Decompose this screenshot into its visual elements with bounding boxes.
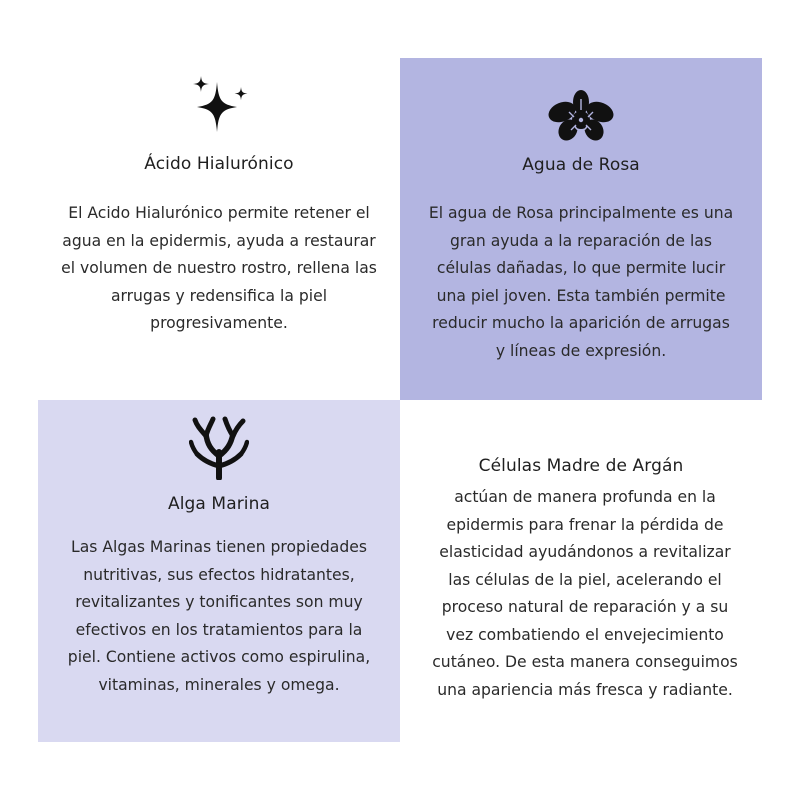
description-line: una piel joven. Esta también permite [436,286,726,305]
description-line: Las Algas Marinas tienen propiedades [71,538,367,556]
sparkles-icon [187,74,251,142]
description-line: elasticidad ayudándonos a revitalizar [439,543,731,561]
card-description [400,484,770,704]
description-line: vitaminas, minerales y omega. [98,675,340,694]
description-line: revitalizantes y tonificantes son muy [75,593,363,611]
description-line: arrugas y redensifica la piel [110,286,328,305]
description-line: nutritivas, sus efectos hidratantes, [83,565,355,584]
description-line: efectivos en los tratamientos para la [75,620,363,639]
description-line: gran ayuda a la reparación de las [450,231,712,250]
description-line: piel. Contiene activos como espirulina, [67,648,371,666]
description-line: actúan de manera profunda en la [454,488,716,506]
card-agua-de-rosa [400,58,762,400]
card-celulas-madre-argan [400,400,762,742]
card-title: Agua de Rosa [522,155,640,175]
description-line: el volumen de nuestro rostro, rellena las [61,259,377,277]
description-line: cutáneo. De esta manera conseguimos [432,653,738,671]
description-line: epidermis para frenar la pérdida de [446,515,724,534]
description-line: proceso natural de reparación y a su [441,598,729,616]
card-acido-hialuronico [38,58,400,400]
description-line: las células de la piel, acelerando el [448,570,722,589]
card-title: Células Madre de Argán [478,456,684,476]
description-line: y líneas de expresión. [495,341,667,360]
description-line: agua en la epidermis, ayuda a restaurar [62,231,376,250]
description-line: El Acido Hialurónico permite retener el [68,204,370,222]
description-line: vez combatiendo el envejecimiento [446,625,724,644]
description-line: El agua de Rosa principalmente es una [428,204,734,222]
card-title: Alga Marina [167,494,271,514]
description-line: progresivamente. [150,314,288,332]
card-alga-marina [38,400,400,742]
description-line: células dañadas, lo que permite lucir [436,259,726,277]
description-line: reducir mucho la aparición de arrugas [432,314,730,332]
seaweed-icon [189,416,249,484]
orchid-flower-icon [547,90,615,146]
card-description [38,534,400,699]
description-line: una apariencia más fresca y radiante. [437,680,733,699]
card-description [400,200,762,365]
card-title: Ácido Hialurónico [144,154,294,174]
card-description [38,200,400,338]
